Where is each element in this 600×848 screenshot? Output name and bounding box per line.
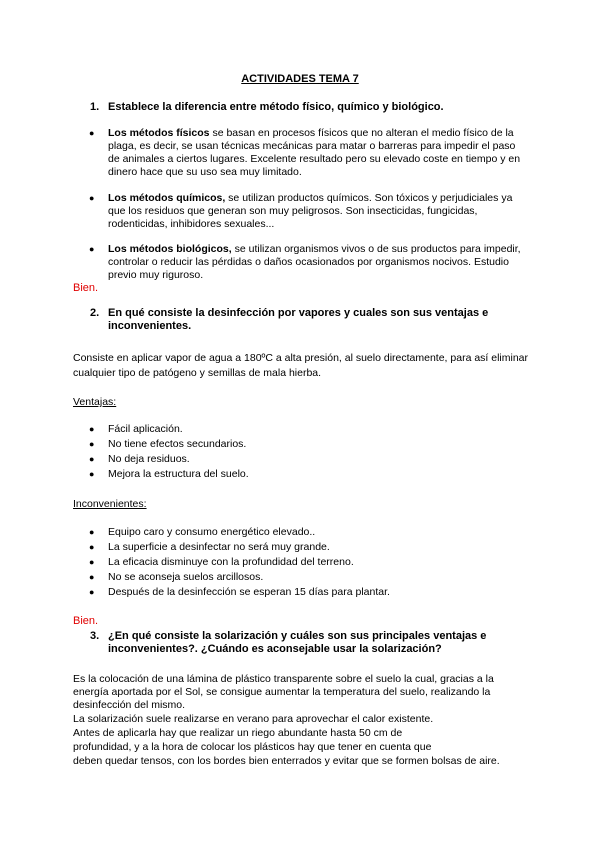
answer-line: profundidad, y a la hora de colocar los plásticos hay que tener en cuenta que xyxy=(73,741,432,753)
list-item: ● No deja residuos. xyxy=(89,453,190,465)
answer-line: Antes de aplicarla hay que realizar un riego abundante hasta 50 cm de xyxy=(73,727,403,739)
bullet-icon: ● xyxy=(89,557,95,567)
list-item: ● Equipo caro y consumo energético elevado.. xyxy=(89,526,316,538)
question-text: ¿En qué consiste la solarización y cuáles son sus principales ventajas e inconvenientes?. ¿Cuándo es aconsejable usar la solarización? xyxy=(108,630,487,655)
question-text: En qué consiste la desinfección por vapores y cuales son sus ventajas e inconvenientes. xyxy=(108,307,489,332)
list-item: ● No tiene efectos secundarios. xyxy=(89,438,247,450)
term: Los métodos físicos xyxy=(108,127,210,139)
question-text: Establece la diferencia entre método físico, químico y biológico. xyxy=(108,101,444,113)
list-item: ● No se aconseja suelos arcillosos. xyxy=(89,571,264,583)
question-number: 1. xyxy=(90,101,100,113)
answer-text: Consiste en aplicar vapor de agua a 180ºC a alta presión, al suelo directamente, para así eliminar cualquier tipo de patógeno y semillas de mala hierba. xyxy=(73,352,529,379)
bullet-icon: ● xyxy=(89,128,95,138)
list-item: ● La eficacia disminuye con la profundidad del terreno. xyxy=(89,556,354,568)
bullet-icon: ● xyxy=(89,527,95,537)
answer-paragraph: Es la colocación de una lámina de plástico transparente sobre el suelo la cual, gracias a la energía aportada por el Sol, se consigue aumentar la temperatura del suelo, realizando la desinfección del mismo. xyxy=(73,673,494,711)
bullet-icon: ● xyxy=(89,424,95,434)
definition: se utilizan organismos vivos o de sus productos para impedir, controlar o reducir las pérdidas o daños ocasionados por organismos nocivos. Estudio previo muy riguroso. xyxy=(108,243,521,281)
term: Los métodos biológicos, xyxy=(108,243,232,255)
bullet-icon: ● xyxy=(89,454,95,464)
definition: se basan en procesos físicos que no alteran el medio físico de la plaga, es decir, se usan técnicas mecánicas para matar o barreras para impedir el paso de animales a ciertos lugares. Excelente resultado pero su elevado coste en tiempo y en dinero hace que su uso sea muy limitado. xyxy=(108,127,521,178)
list-item: ● Mejora la estructura del suelo. xyxy=(89,468,249,480)
ventajas-heading: Ventajas: xyxy=(73,396,117,408)
answer-paragraph: La solarización suele realizarse en verano para aprovechar el calor existente. xyxy=(73,713,434,725)
question-number: 3. xyxy=(90,630,100,642)
answer-line: deben quedar tensos, con los bordes bien enterrados y evitar que se formen bolsas de aire. xyxy=(73,755,500,767)
question-2 xyxy=(90,307,528,333)
question-number: 2. xyxy=(90,307,100,319)
question-3 xyxy=(90,630,528,656)
term: Los métodos químicos, xyxy=(108,192,226,204)
bullet-icon: ● xyxy=(89,244,95,254)
list-item: ● La superficie a desinfectar no será muy grande. xyxy=(89,541,330,553)
bullet-icon: ● xyxy=(89,439,95,449)
feedback-text: Bien. xyxy=(73,615,99,627)
list-item: ● Después de la desinfección se esperan 15 días para plantar. xyxy=(89,586,390,598)
page-title: ACTIVIDADES TEMA 7 xyxy=(241,73,359,85)
bullet-icon: ● xyxy=(89,542,95,552)
bullet-icon: ● xyxy=(89,587,95,597)
list-item xyxy=(89,192,526,231)
feedback-text: Bien. xyxy=(73,282,99,294)
bullet-icon: ● xyxy=(89,572,95,582)
list-item xyxy=(89,127,526,179)
definition: se utilizan productos químicos. Son tóxicos y perjudiciales ya que los residuos que generan son muy peligrosos. Son insecticidas, fungicidas, rodenticidas, inhibidores sexuales... xyxy=(108,192,513,230)
list-item xyxy=(89,243,526,282)
question-1 xyxy=(90,101,548,114)
bullet-icon: ● xyxy=(89,469,95,479)
inconvenientes-heading: Inconvenientes: xyxy=(73,498,147,510)
bullet-icon: ● xyxy=(89,193,95,203)
list-item: ● Fácil aplicación. xyxy=(89,423,183,435)
